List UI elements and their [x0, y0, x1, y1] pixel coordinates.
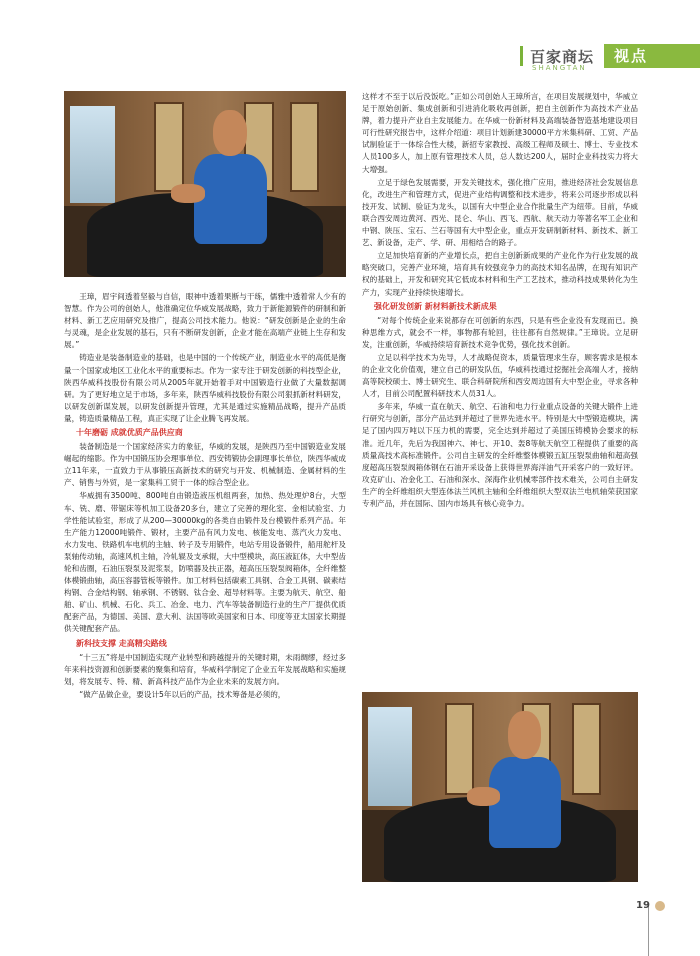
- photo-person-hand: [467, 787, 500, 806]
- section-tag: 视点: [604, 44, 700, 68]
- photo-founder-top: [64, 91, 346, 277]
- header-accent-bar: [520, 46, 523, 66]
- photo-window: [368, 707, 412, 806]
- photo-plaque: [572, 703, 601, 794]
- photo-plaque: [290, 102, 319, 192]
- paragraph: “做产品做企业，要设计5年以后的产品，技术筹备是必须的，: [79, 689, 286, 699]
- photo-person: [194, 154, 267, 243]
- section-name-en: SHANGTAN: [532, 64, 587, 72]
- paragraph: 这样才不至于以后没饭吃。”正如公司创始人王璋所言，在项目发展规划中，华威立足于原始创新、集成创新和引进消化吸收再创新，把自主创新作为高技术产业品牌，着力提升产业自主发展能力。在华威一份新材料及高端装备智造基地建设项目可行性研究报告中，这样介绍道：项目计划新建30000平方米集科研、工贸、产品试制验证于一体综合性大楼，新招专家教授、高级工程师及硕士、博士、专业技术人员100多人，加上原有管理技术人员，总人数达200人，届时企业科技实力将大大增强。: [362, 92, 638, 174]
- paragraph: 立足以科学技术为先导，人才战略促资本，质量管理求生存，顾客需求是根本的企业文化价值观，建立自己的研发队伍，华威科技通过挖掘社会高端人才，接纳高等院校硕士、博士研究生、联合科研院所和西安周边国有大中型企业，寻求各种人才，目前公司配置科研技术人员31人。: [362, 352, 638, 399]
- paragraph: 王璋，眉宇间透着坚毅与自信，眼神中透着果断与干练，儒雅中透着常人少有的智慧。作为公司的创始人，他准确定位华威发展战略，致力于新能源锻件的研制和新材料、新工艺应用研究及推广，提高公司技术能力。他说：“研发创新是企业的生命与灵魂，是企业发展的基石，只有不断研发创新，企业才能在高端产业链上生存和发展。”: [64, 292, 346, 350]
- paragraph: 装备制造是一个国家经济实力的象征，华威的发展，是陕西乃至中国锻造业发展崛起的缩影。作为中国锻压协会理事单位、西安铸锻协会副理事长单位，陕西华威成立11年来，一直致力于从事锻压高新技术的研究与开发、机械制造、金属材料的生产、销售与外贸，是一家集科工贸于一体的综合型企业。: [64, 442, 346, 488]
- paragraph: 立足于绿色发展需要，开发关键技术，强化推广应用，推进经济社会发展信息化，改进生产和管理方式，促进产业结构调整和技术进步，将来公司逐步形成以科技开发、试制、验证为龙头，以国有大中型企业合作批量生产为纽带。目前，华威联合西安周边黄河、西光、昆仑、华山、西飞、西航、航天动力等著名军工企业和中钢、陕压、宝石、兰石等国有大中型企业，重点开发研制新材料、新技术、新工艺、新设备，走产、学、研、用相结合的路子。: [362, 177, 638, 248]
- photo-plaque: [154, 102, 183, 192]
- subheading: 十年磨砺 成就优质产品供应商: [76, 428, 183, 438]
- subheading: 强化研发创新 新材料新技术新成果: [374, 301, 497, 311]
- section-name: 百家商坛: [530, 48, 595, 66]
- page-rule: [648, 905, 649, 956]
- paragraph: 多年来，华威一直在航天、航空、石油和电力行业重点设备的关键大锻件上进行研究与创新，部分产品达到并超过了世界先进水平。特别是大中型锻造模块，满足了国内四万吨以下压力机的需要，完全达到并超过了美国压铸模协会要求的标准。近几年，先后为我国神六、神七、开10、轰8等航天航空工程提供了重要的高质量高技术高标准锻件。公司自主研发的全纤维整体模锻五缸压裂泵曲轴和超高强度超高压裂泵阀箱体钢在石油开采设备上获得世界海洋油气开采客户的一致好评。攻克矿山、冶金化工、石油和深水、深海作业机械零部件技术难关，公司自主研发生产的全纤维组织大型连体法兰风机主轴和全纤维组织大型双法兰电机轴荣获国家专利产品，并在国际、国内市场具有核心竞争力。: [362, 402, 638, 508]
- subheading: 新科技支撑 走高精尖路线: [76, 638, 167, 648]
- article-right-column: [362, 91, 638, 511]
- photo-person-head: [213, 110, 247, 157]
- paragraph: 立足加快培育新的产业增长点，把自主创新新成果的产业化作为行业发展的战略突破口，完善产业环境，培育具有较强竞争力的高技术知名品牌，在现有知识产权的基础上，开发和研究其它低成本材料和生产工艺技术，推动科技成果转化为生产力，实现产业持续快速增长。: [362, 251, 638, 297]
- paragraph: “十三五”将是中国制造实现产业转型和跨越提升的关键时期，未雨绸缪，经过多年来科技资源和创新要素的聚集和培育，华威科学制定了企业五年发展战略和实施规划，将发展专、特、精、新高科技产品作为企业未来的发展方向。: [64, 652, 346, 686]
- photo-window: [70, 106, 115, 203]
- photo-person-head: [508, 711, 541, 759]
- photo-founder-bottom: [362, 692, 638, 882]
- photo-person-hand: [171, 184, 205, 203]
- photo-plaque: [445, 703, 474, 794]
- paragraph: 华威拥有3500吨、800吨自由锻造液压机组两套，加热、热处理炉8台，大型车、铣、磨、带锯床等机加工设备20多台，建立了完善的理化室、金相试验室、力学性能试验室，形成了从200—30000kg的各类自由锻件及台模锻件系列产品。年生产能力12000吨锻件、锻材，主要产品有风力发电、核能发电、蒸汽火力发电、水力发电、铁路机车电机的主轴、转子及专用锻件，电站专用设备锻件，船用舵杆及泵轴传动轴，高速风机主轴，冷轧辊及支承辊，大中型模块，高压液缸体，大中型齿轮和齿圈，石油压裂泵及泥浆泵，防喷器及扶正器，超高压压裂泵阀箱体，全纤维整体模锻曲轴，高压容器管板等锻件。加工材料包括碳素工具钢、合金工具钢、碳素结构钢、合金结构钢、轴承钢、不锈钢、钛合金、超导材料等。主要为航天、航空、船舶、矿山、机械、石化、兵工、冶金、电力、汽车等装备制造行业的生产厂提供优质配套产品，为德国、美国、意大利、法国等欧美国家和日本、印度等亚太国家长期提供关键配套产品。: [64, 491, 346, 634]
- article-left-column: [64, 291, 346, 702]
- section-header: [520, 42, 700, 70]
- paragraph: “对每个传统企业来说都存在可创新的东西，只是有些企业没有发现而已。换种思维方式，就会不一样，事物都有轮回，往往都有自然规律。”王璋说。立足研发，注重创新，华威持续培育新技术竞争优势，强化技术创新。: [362, 315, 638, 349]
- paragraph: 铸造业是装备制造业的基础，也是中国的一个传统产业，制造业水平的高低是衡量一个国家或地区工业化水平的重要标志。作为一家专注于研发创新的科技型企业，陕西华威科技股份有限公司从2005年就开始着手对中国锻造行业做了大量数据调研。为了更好地立足于市场，多年来，陕西华威科技股份有限公司狠抓新材料研发，以研发创新谋发展，以研发创新提升管理，尤其是通过实施精品战略，提升产品质量，铸造质量精品工程，真正实现了让企业腾飞再发展。: [64, 353, 346, 423]
- photo-person: [489, 757, 561, 848]
- page-number-ornament: [655, 901, 665, 911]
- page-number: 19: [636, 900, 650, 911]
